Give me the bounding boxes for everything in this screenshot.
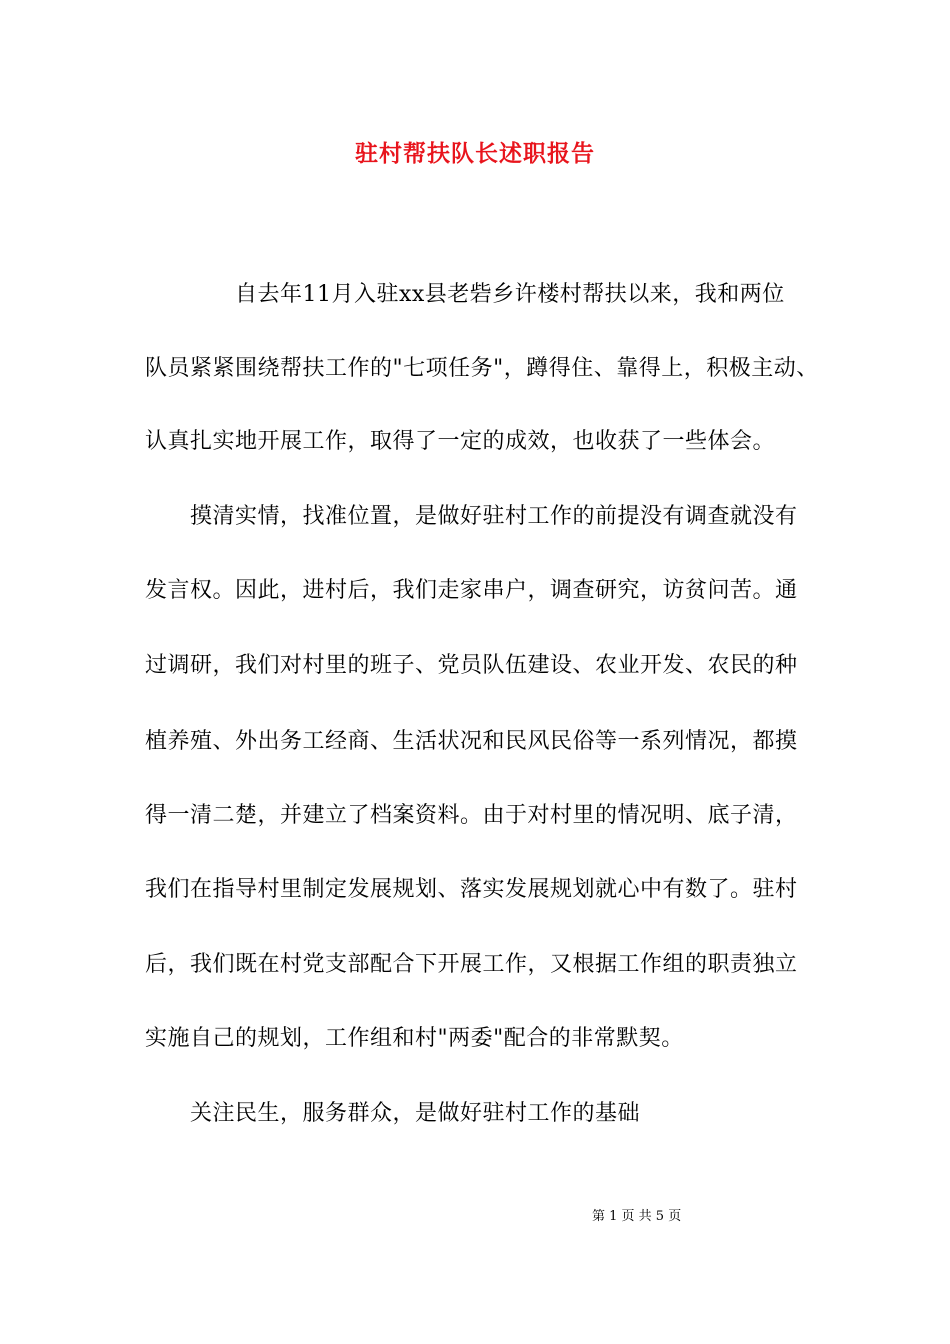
paragraph-line: 后，我们既在村党支部配合下开展工作，又根据工作组的职责独立	[145, 952, 798, 977]
paragraph-line: 自去年11月入驻xx县老砦乡许楼村帮扶以来，我和两位	[235, 282, 785, 307]
paragraph-line: 实施自己的规划，工作组和村"两委"配合的非常默契。	[145, 1026, 684, 1051]
page-number: 第 1 页 共 5 页	[592, 1209, 682, 1224]
paragraph-line: 发言权。因此，进村后，我们走家串户，调查研究，访贫问苦。通	[145, 578, 798, 603]
paragraph-line: 队员紧紧围绕帮扶工作的"七项任务"，蹲得住、靠得上，积极主动、	[145, 356, 819, 381]
page-footer	[592, 1208, 681, 1226]
paragraph-line: 关注民生，服务群众，是做好驻村工作的基础	[190, 1101, 641, 1126]
paragraph-line: 得一清二楚，并建立了档案资料。由于对村里的情况明、底子清，	[145, 803, 798, 828]
paragraph-line: 我们在指导村里制定发展规划、落实发展规划就心中有数了。驻村	[145, 877, 798, 902]
paragraph-line: 过调研，我们对村里的班子、党员队伍建设、农业开发、农民的种	[145, 653, 798, 678]
paragraph-line: 摸清实情，找准位置，是做好驻村工作的前提没有调查就没有	[190, 504, 798, 529]
paragraph-line: 植养殖、外出务工经商、生活状况和民风民俗等一系列情况，都摸	[145, 729, 798, 754]
document-title: 驻村帮扶队长述职报告	[355, 140, 595, 167]
paragraph-line: 认真扎实地开展工作，取得了一定的成效，也收获了一些体会。	[145, 429, 776, 454]
